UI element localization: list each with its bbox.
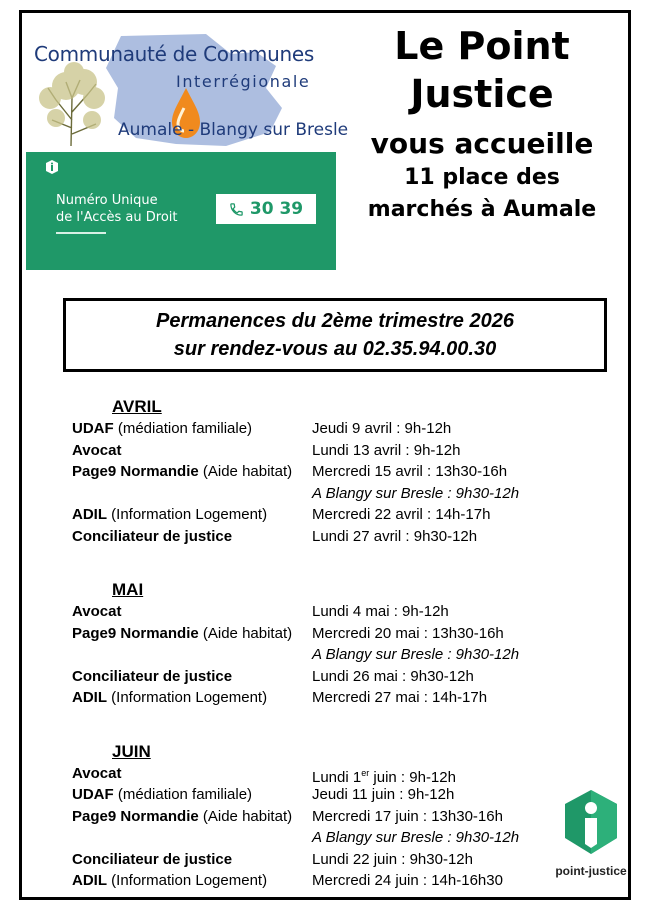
schedule-row	[72, 870, 552, 892]
schedule-time-part: er	[361, 767, 370, 778]
access-law-label-line2: de l'Accès au Droit	[56, 210, 178, 225]
organization-name: Page9 Normandie	[72, 624, 199, 642]
schedule-time: Lundi 13 avril : 9h-12h	[312, 441, 461, 459]
schedule-time: Mercredi 20 mai : 13h30-16h	[312, 624, 504, 642]
organization	[72, 440, 312, 462]
community-logo	[26, 28, 349, 150]
month-heading-juin: JUIN	[112, 741, 151, 761]
month-heading-mai: MAI	[112, 580, 144, 599]
permanences-box	[63, 298, 607, 372]
schedule-time: Mercredi 15 avril : 13h30-16h	[312, 463, 508, 480]
organization-detail: (Aide habitat)	[198, 624, 293, 642]
organization-name: Avocat	[72, 441, 122, 459]
schedule-row	[72, 623, 552, 645]
organization-detail: (Aide habitat)	[198, 807, 293, 825]
schedule-time: Lundi 27 avril : 9h30-12h	[312, 527, 478, 545]
organization-detail: (Information Logement)	[107, 506, 268, 523]
schedule-row	[72, 461, 552, 483]
organization	[72, 763, 312, 785]
access-law-banner	[26, 152, 336, 270]
schedule-row	[72, 849, 552, 871]
schedule-time: Mercredi 24 juin : 14h-16h30	[312, 872, 503, 889]
organization-name: ADIL	[72, 689, 107, 706]
schedule-time: Jeudi 9 avril : 9h-12h	[312, 420, 452, 437]
organization	[72, 526, 312, 548]
schedule-time: Mercredi 22 avril : 14h-17h	[312, 506, 491, 523]
point-justice-label: point-justice	[555, 864, 627, 878]
schedule-time: Lundi 22 juin : 9h30-12h	[312, 850, 473, 868]
month-heading-avril: AVRIL	[112, 397, 162, 416]
permanences-phone: sur rendez-vous au 02.35.94.00.30	[173, 338, 497, 360]
phone-badge	[216, 194, 316, 224]
permanences-title: Permanences du 2ème trimestre 2026	[156, 310, 514, 332]
organization	[72, 849, 312, 871]
schedule-time: A Blangy sur Bresle : 9h30-12h	[312, 484, 520, 502]
schedule-row	[72, 418, 552, 440]
organization	[72, 418, 312, 440]
point-justice-icon	[563, 788, 619, 856]
schedule-row	[72, 784, 552, 806]
organization-name: ADIL	[72, 506, 107, 523]
header-title	[336, 22, 628, 226]
logo-title: Communauté de Communes	[34, 42, 314, 66]
schedule-row	[72, 504, 552, 526]
logo-location: Aumale - Blangy sur Bresle	[118, 120, 349, 140]
schedule-row	[72, 827, 552, 849]
address-line2: marchés à Aumale	[367, 197, 597, 222]
organization	[72, 784, 312, 806]
month-rows-juin	[72, 763, 552, 892]
address-line1: 11 place des	[404, 165, 560, 190]
schedule-time: Lundi 26 mai : 9h30-12h	[312, 667, 474, 685]
schedule-row	[72, 806, 552, 828]
organization-detail: (Aide habitat)	[198, 463, 293, 480]
organization-detail: (Information Logement)	[107, 689, 268, 706]
title-line3: vous accueille	[370, 127, 594, 160]
organization	[72, 483, 312, 505]
schedule-row	[72, 483, 552, 505]
organization	[72, 623, 312, 645]
schedule-time: Jeudi 11 juin : 9h-12h	[312, 786, 455, 803]
schedule-time: Mercredi 27 mai : 14h-17h	[312, 689, 488, 706]
schedule-row	[72, 440, 552, 462]
title-line1: Le Point	[394, 24, 570, 68]
logo-subtitle: Interrégionale	[176, 72, 311, 91]
organization	[72, 666, 312, 688]
organization-detail: (Information Logement)	[107, 872, 268, 889]
schedule-row	[72, 601, 552, 623]
organization-name: Conciliateur de justice	[72, 527, 233, 545]
organization-name: Page9 Normandie	[72, 463, 199, 480]
phone-icon	[229, 202, 244, 217]
organization	[72, 504, 312, 526]
organization-detail: (médiation familiale)	[113, 786, 253, 803]
schedule-row	[72, 763, 552, 785]
divider	[56, 232, 106, 234]
schedule-time-part: Lundi 1	[312, 768, 362, 786]
point-justice-mini-icon	[44, 159, 60, 175]
organization-name: Page9 Normandie	[72, 807, 199, 825]
schedule-row	[72, 526, 552, 548]
organization-name: Conciliateur de justice	[72, 850, 233, 868]
schedule-row	[72, 687, 552, 709]
organization-name: UDAF	[72, 420, 114, 437]
organization-name: Avocat	[72, 764, 122, 782]
organization-detail: (médiation familiale)	[113, 420, 253, 437]
organization-name: Avocat	[72, 603, 122, 620]
month-rows-mai	[72, 601, 552, 709]
organization	[72, 601, 312, 623]
access-law-label	[56, 192, 178, 226]
organization	[72, 461, 312, 483]
organization-name: UDAF	[72, 786, 114, 803]
month-rows-avril	[72, 418, 552, 547]
organization	[72, 644, 312, 666]
organization	[72, 870, 312, 892]
organization-name: ADIL	[72, 872, 107, 889]
phone-number: 30 39	[249, 199, 304, 219]
schedule-time: Lundi 4 mai : 9h-12h	[312, 603, 449, 620]
organization-name: Conciliateur de justice	[72, 667, 233, 685]
organization	[72, 827, 312, 849]
schedule-time	[312, 763, 456, 785]
access-law-label-line1: Numéro Unique	[56, 193, 158, 208]
schedule-row	[72, 644, 552, 666]
title-line2: Justice	[410, 72, 554, 116]
schedule-time: A Blangy sur Bresle : 9h30-12h	[312, 829, 520, 846]
organization	[72, 687, 312, 709]
schedule	[72, 396, 552, 892]
schedule-row	[72, 666, 552, 688]
point-justice-logo	[548, 788, 634, 883]
schedule-time: Mercredi 17 juin : 13h30-16h	[312, 807, 503, 825]
schedule-time: A Blangy sur Bresle : 9h30-12h	[312, 646, 520, 663]
schedule-time-part: juin : 9h-12h	[369, 768, 456, 786]
organization	[72, 806, 312, 828]
